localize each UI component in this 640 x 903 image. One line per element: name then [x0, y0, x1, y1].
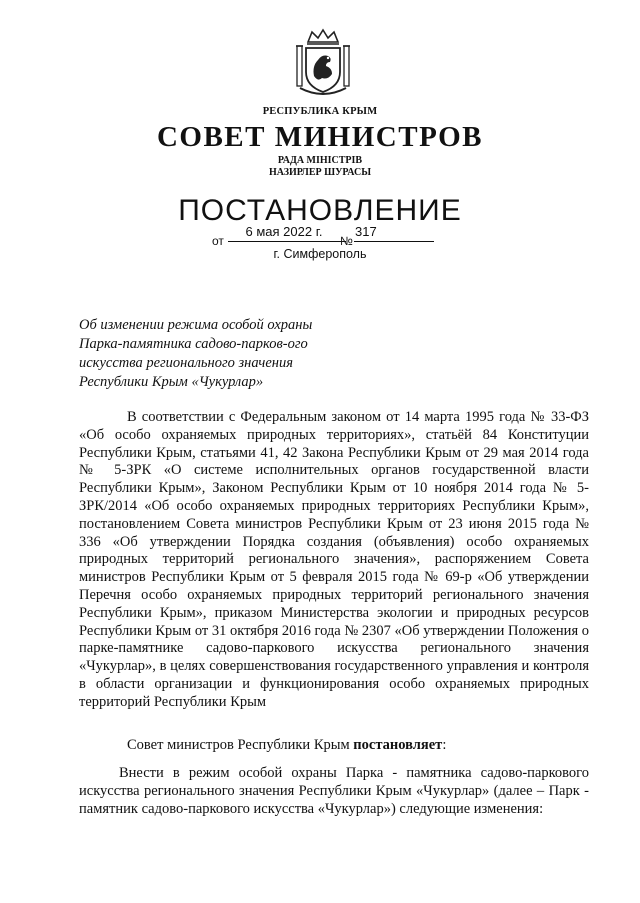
amendment-paragraph: Внести в режим особой охраны Парка - памятника садово-паркового искусства регионального значения Республики Крым «Чукурлар» (далее – Парк - памятник садово-паркового искусства «Чукурлар») следующие изменения: — [79, 765, 589, 817]
city: г. Симферополь — [273, 247, 367, 261]
council-name: СОВЕТ МИНИСТРОВ — [156, 121, 484, 153]
council-name-ukrainian: РАДА МІНІСТРІВ — [277, 155, 363, 166]
subject-line: Республики Крым «Чукурлар» — [79, 374, 264, 390]
document-date: 6 мая 2022 г. — [245, 224, 323, 239]
subject-line: искусства регионального значения — [79, 355, 293, 371]
subject-line: Об изменении режима особой охраны — [79, 317, 313, 333]
council-name-crimean-tatar: НАЗИРЛЕР ШУРАСЫ — [268, 167, 372, 178]
resolves-keyword: постановляет — [353, 737, 443, 753]
date-underline — [228, 241, 346, 242]
crimea-coat-of-arms-icon — [292, 28, 354, 100]
number-underline — [354, 241, 434, 242]
document-number: 317 — [355, 224, 377, 239]
document-title: ПОСТАНОВЛЕНИЕ — [178, 194, 462, 227]
subject-line: Парка-памятника садово-парков-ого — [79, 336, 308, 352]
document-subject — [79, 316, 399, 392]
date-prefix: от — [212, 234, 224, 248]
resolves-paragraph — [79, 737, 589, 755]
number-prefix: № — [340, 234, 353, 248]
date-number-line — [212, 224, 442, 246]
preamble-paragraph: В соответствии с Федеральным законом от 14 марта 1995 года № 33-ФЗ «Об особо охраняемых природных территориях», статьёй 84 Конституции Республики Крым, статьями 41, 42 Закона Республики Крым от 29 мая 2014 года № 5-ЗРК «О системе исполнительных органов государственной власти Республики Крым», Законом Республики Крым от 10 ноября 2014 года № 5-ЗРК/2014 «Об особо охраняемых природных территориях Республики Крым», постановлением Совета министров Республики Крым от 23 июня 2015 года № 336 «Об утверждении Порядка создания (объявления) особо охраняемых природных территорий регионального значения», распоряжением Совета министров Республики Крым от 5 февраля 2015 года № 69-р «Об утверждении Перечня особо охраняемых природных территорий регионального значения Республики Крым», приказом Министерства экологии и природных ресурсов Республики Крым от 31 октября 2016 года № 2307 «Об утверждении Положения о парке-памятнике садово-паркового искусства регионального значения «Чукурлар», в целях совершенствования государственного управления и контроля в области организации и функционирования особо охраняемых природных территорий Республики Крым — [79, 409, 589, 710]
republic-name: РЕСПУБЛИКА КРЫМ — [262, 106, 378, 117]
resolves-colon: : — [442, 737, 447, 753]
resolves-lead: Совет министров Республики Крым — [127, 737, 354, 753]
